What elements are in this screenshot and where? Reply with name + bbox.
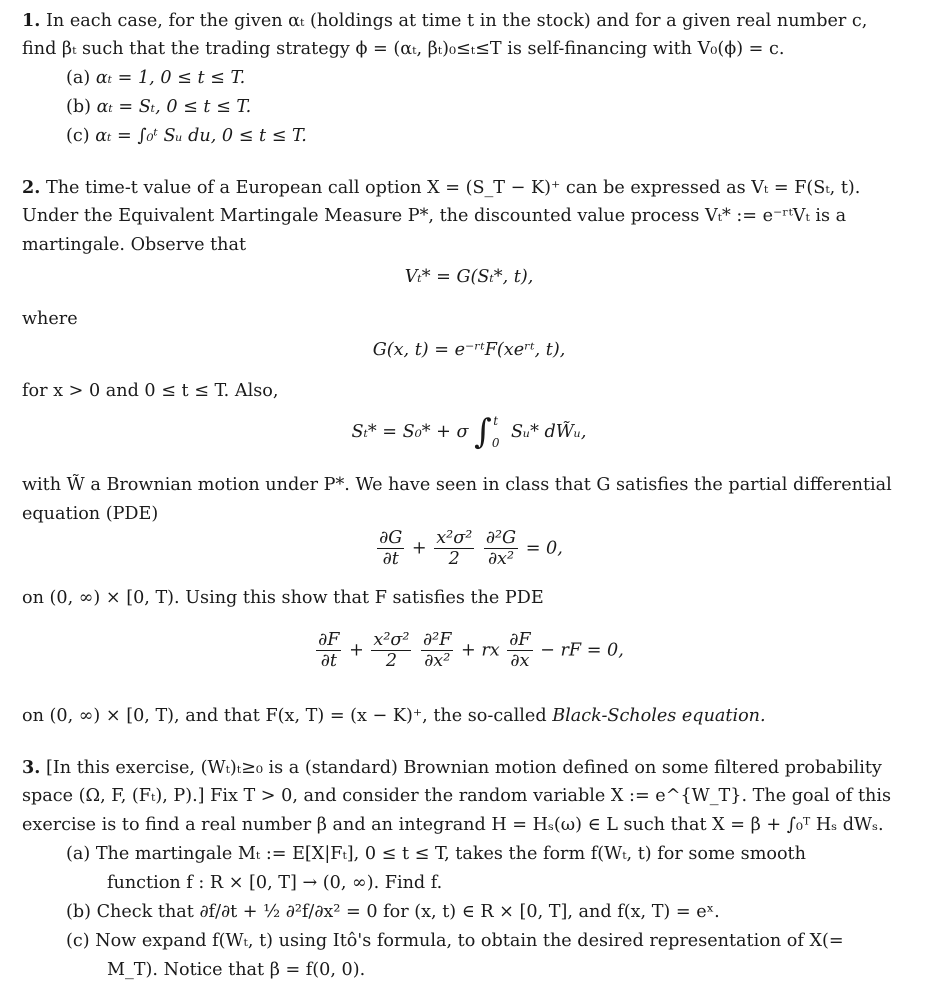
where-text: where [22,309,78,329]
problem-2-line-1 [22,173,920,202]
line7-text: on (0, ∞) × [0, T), and that F(x, T) = (x − K)⁺, the so-called [22,706,553,726]
for-x-text: for x > 0 and 0 ≤ t ≤ T. Also, [22,381,279,401]
frac-bot: ∂x [510,651,530,671]
frac-bot: 2 [448,549,460,569]
frac-df-dt [316,630,341,671]
problem-1-text-1: In each case, for the given αₜ (holdings at time t in the stock) and for a given real number c, [45,11,868,31]
black-scholes-term: Black-Scholes equation. [552,706,766,726]
problem-1-item-b [66,93,920,122]
frac-dg-dt [377,528,404,569]
item-text: Check that ∂f/∂t + ½ ∂²f/∂x² = 0 for (x, t) ∈ R × [0, T], and f(x, T) = eˣ. [96,902,720,922]
int-lower: 0 [491,436,500,450]
problem-3-number: 3. [22,757,41,778]
item-label: (c) [66,931,90,951]
problem-2-line-5: equation (PDE) [22,504,159,524]
pde-end: = 0, [525,538,563,559]
equation-v-star: Vₜ* = G(Sₜ*, t), [404,267,534,287]
int-upper: t [493,414,499,428]
problem-3-item-a [66,840,920,869]
problem-1-item-a [66,64,920,93]
problem-2-line-6: on (0, ∞) × [0, T). Using this show that F satisfies the PDE [22,588,544,608]
item-text: αₜ = ∫₀ᵗ Sᵤ du, 0 ≤ t ≤ T. [95,126,307,146]
frac-bot: ∂t [382,549,399,569]
plus-sign: + [349,640,364,661]
pde-f [0,630,938,678]
problem-2-text-1: The time-t value of a European call option X = (S_T − K)⁺ can be expressed as Vₜ = F(Sₜ, t). [45,178,861,198]
pde-mid: + rx [461,640,500,661]
frac-x2s2-2 [371,630,411,671]
problem-1-line-2: find βₜ such that the trading strategy ϕ = (αₜ, βₜ)₀≤ₜ≤T is self-financing with V₀(ϕ) = c. [22,39,785,59]
problem-3-line-2: space (Ω, F, (Fₜ), P).] Fix T > 0, and consider the random variable X := e^{W_T}. The goal of this [22,786,892,806]
pde-g [0,528,938,576]
problem-3-item-b [66,898,920,927]
frac-top: ∂F [509,630,531,650]
frac-bot: ∂x² [487,549,515,569]
item-label: (a) [66,68,91,88]
equation-s-star [0,410,938,460]
frac-top: ∂²G [485,528,517,548]
problem-1-number: 1. [22,10,41,31]
item-text: αₜ = Sₜ, 0 ≤ t ≤ T. [96,97,252,117]
integral-sign: ∫ [474,412,492,452]
item-text: αₜ = 1, 0 ≤ t ≤ T. [95,68,246,88]
problem-1-item-c [66,122,920,151]
frac-bot: 2 [385,651,398,671]
frac-top: ∂G [379,528,403,548]
equation-g: G(x, t) = e⁻ʳᵗF(xeʳᵗ, t), [372,340,566,360]
item-text: The martingale Mₜ := E[X|Fₜ], 0 ≤ t ≤ T, takes the form f(Wₜ, t) for some smooth [95,844,806,864]
frac-top: x²σ² [436,528,473,548]
problem-3-item-a-cont: function f : R × [0, T] → (0, ∞). Find f. [107,873,443,893]
item-label: (a) [66,844,91,864]
item-text: Now expand f(Wₜ, t) using Itô's formula, to obtain the desired representation of X(= [95,931,844,951]
item-label: (b) [66,97,91,117]
frac-top: x²σ² [373,630,410,650]
frac-bot: ∂x² [424,651,451,671]
problem-3-item-c-cont: M_T). Notice that β = f(0, 0). [107,960,366,980]
problem-3-line-1 [22,753,920,782]
plus-sign: + [411,538,427,559]
integral-limits [492,410,500,454]
problem-3-item-c [66,927,920,956]
problem-2-line-2: Under the Equivalent Martingale Measure P*, the discounted value process Vₜ* := e⁻ʳᵗVₜ is a [22,206,847,226]
frac-x2s2-2 [434,528,474,569]
problem-3-text-1: [In this exercise, (Wₜ)ₜ≥₀ is a (standard) Brownian motion defined on some filtered probability [45,758,882,778]
item-label: (c) [66,126,90,146]
frac-bot: ∂t [320,651,337,671]
problem-2-number: 2. [22,177,41,198]
frac-df-dx [507,630,532,671]
problem-2-line-4: with W̃ a Brownian motion under P*. We have seen in class that G satisfies the partial differential [22,475,892,495]
frac-d2g-dx2 [484,528,518,569]
pde-end: − rF = 0, [540,640,624,661]
problem-2-line-7 [22,702,920,731]
eq3-right: Sᵤ* dW̃ᵤ, [511,422,587,442]
item-label: (b) [66,902,91,922]
frac-top: ∂²F [423,630,452,650]
problem-3-line-3: exercise is to find a real number β and an integrand H = Hₛ(ω) ∈ L such that X = β + ∫₀ᵀ Hₛ dWₛ. [22,815,884,835]
problem-2-line-3: martingale. Observe that [22,235,247,255]
frac-top: ∂F [318,630,340,650]
eq3-left: Sₜ* = S₀* + σ [351,422,469,442]
frac-d2f-dx2 [421,630,453,671]
problem-1-line-1 [22,6,920,35]
